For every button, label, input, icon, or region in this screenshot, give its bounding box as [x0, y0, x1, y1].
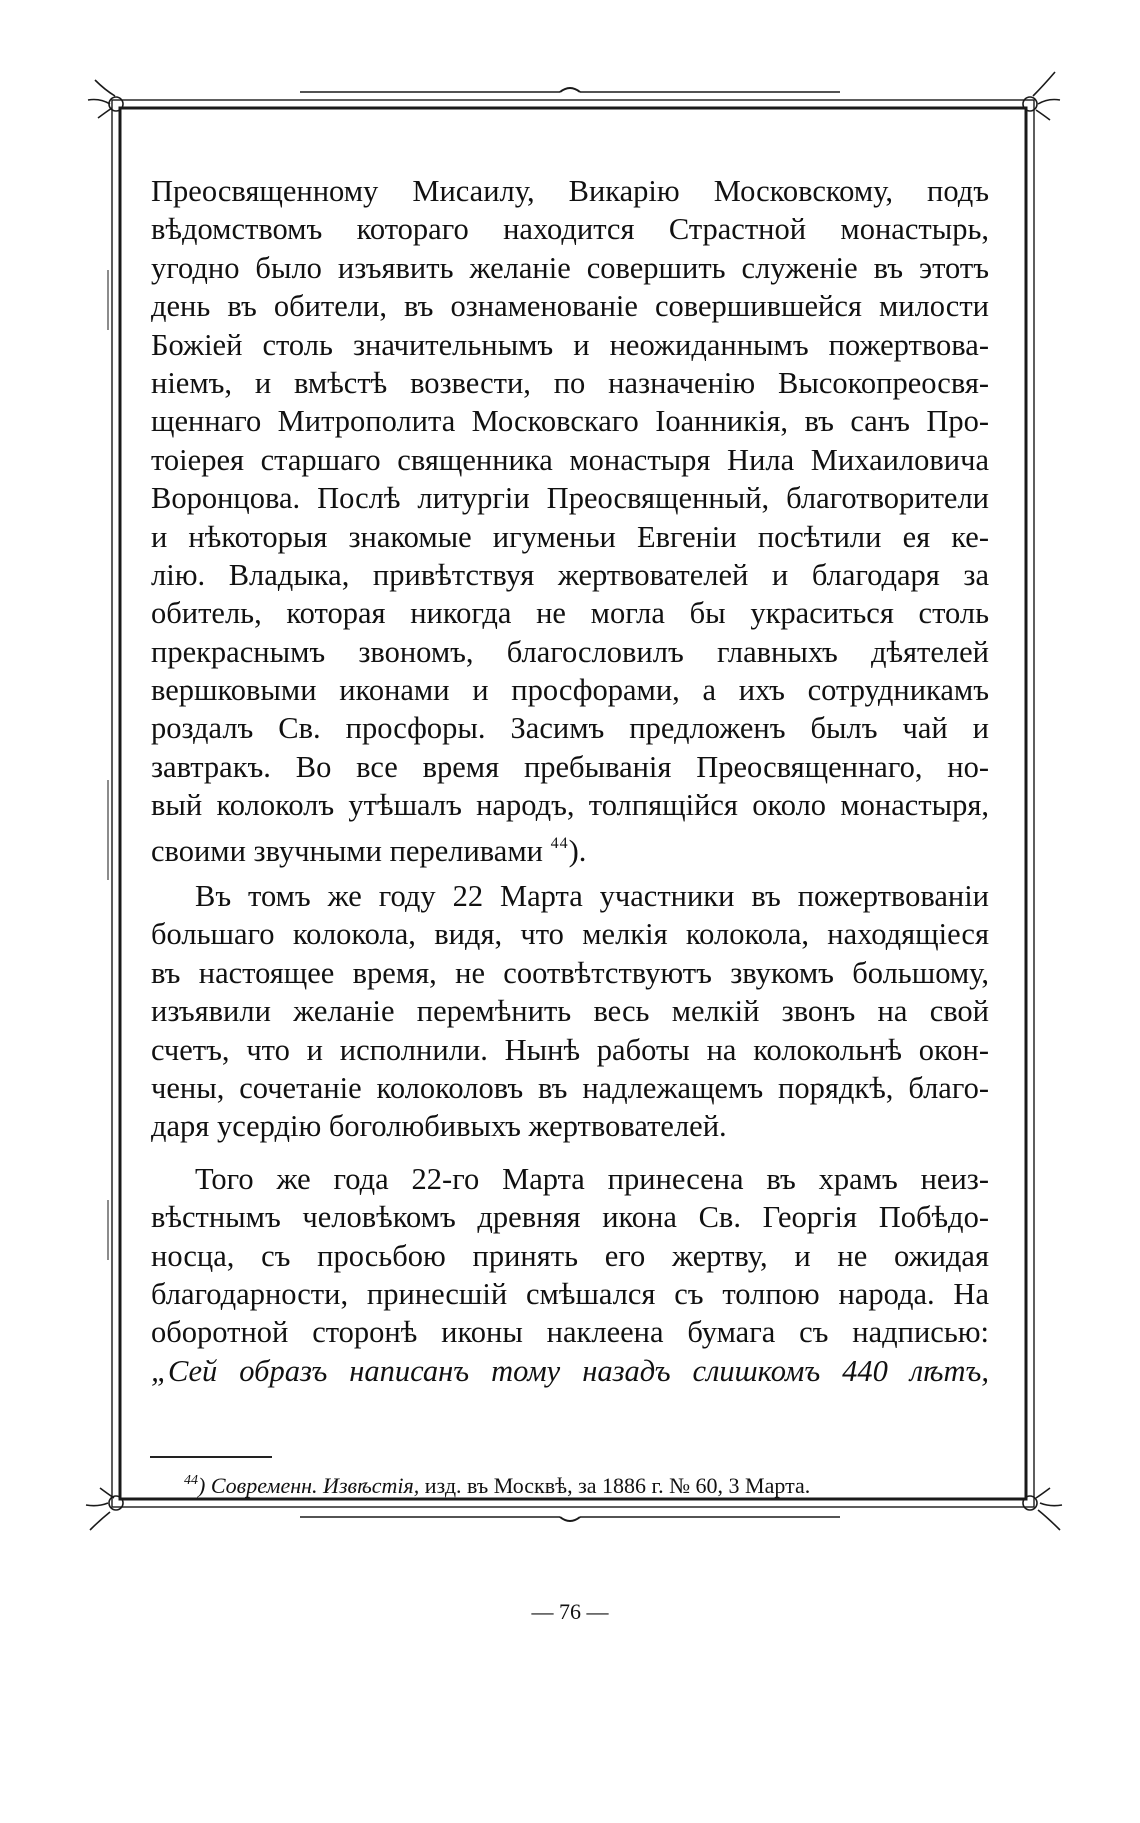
- text-line-end: ).: [568, 833, 587, 868]
- text-line: Преосвященному Мисаилу, Викарію Московскому, подъ: [151, 174, 989, 208]
- text-line: въ настоящее время, не соотвѣтствуютъ звукомъ большому,: [151, 955, 989, 990]
- text-line: Воронцова. Послѣ литургіи Преосвященный, благотворители: [151, 481, 989, 516]
- text-line-start: своими звучными переливами: [151, 833, 543, 868]
- text-line: вершковыми иконами и просфорами, а ихъ сотрудникамъ: [151, 673, 989, 708]
- text-line: вѣдомствомъ котораго находится Страстной монастырь,: [151, 212, 989, 247]
- text-line: лію. Владыка, привѣтствуя жертвователей и благодаря за: [151, 557, 989, 592]
- text-line: прекраснымъ звономъ, благословилъ главныхъ дѣятелей: [151, 634, 989, 669]
- text-line: чены, сочетаніе колоколовъ въ надлежащемъ порядкѣ, благо-: [151, 1070, 989, 1105]
- paragraph-start-line: Того же года 22-го Марта принесена въ храмъ неиз-: [195, 1161, 989, 1196]
- page-number: — 76 —: [531, 1599, 609, 1624]
- text-line: роздалъ Св. просфоры. Засимъ предложенъ былъ чай и: [151, 711, 989, 746]
- text-line: большаго колокола, видя, что мелкія колокола, находящіеся: [151, 917, 989, 952]
- text-line: вѣстнымъ человѣкомъ древняя икона Св. Георгія Побѣдо-: [151, 1200, 989, 1235]
- text-line: оборотной сторонѣ иконы наклеена бумага съ надписью:: [151, 1315, 989, 1350]
- text-line: вый колоколъ утѣшалъ народъ, толпящійся около монастыря,: [151, 788, 989, 823]
- text-line: щеннаго Митрополита Московскаго Іоанникія, въ санъ Про-: [151, 404, 989, 439]
- footnote-divider: [150, 1456, 272, 1458]
- footnote: $^{44}$) Современн. Извѣстія, изд. въ Москвѣ, за 1886 г. № 60, 3 Марта.: [184, 1473, 811, 1498]
- text-line: носца, съ просьбою принять его жертву, и не ожидая: [151, 1238, 989, 1273]
- text-line: угодно было изъявить желаніе совершить служеніе въ этотъ: [151, 250, 989, 285]
- text-line: ніемъ, и вмѣстѣ возвести, по назначенію Высокопреосвя-: [151, 365, 989, 400]
- footnote-reference: 44: [550, 834, 569, 852]
- text-line: день въ обители, въ ознаменованіе совершившейся милости: [151, 289, 989, 324]
- text-line: благодарности, принесшій смѣшался съ толпою народа. На: [151, 1276, 989, 1311]
- main-text: [151, 172, 989, 1390]
- text-line: и нѣкоторыя знакомые игуменьи Евгеніи посѣтили ея ке-: [151, 519, 989, 554]
- text-line: завтракъ. Во все время пребыванія Преосвященнаго, но-: [151, 749, 989, 784]
- text-line: счетъ, что и исполнили. Нынѣ работы на колокольнѣ окон-: [151, 1032, 989, 1067]
- footnote-mark: 44: [184, 1473, 198, 1488]
- text-line: Божіей столь значительнымъ и неожиданнымъ пожертвова-: [151, 327, 989, 362]
- quote-line: „Сей образъ написанъ тому назадъ слишкомъ 440 лѣтъ,: [151, 1353, 989, 1388]
- footnote-source: Современн. Извѣстія,: [210, 1473, 420, 1498]
- text-line: даря усердію боголюбивыхъ жертвователей.: [151, 1109, 727, 1144]
- text-line: обитель, которая никогда не могла бы украситься столь: [151, 596, 989, 631]
- text-line: изъявили желаніе перемѣнить весь мелкій звонъ на свой: [151, 994, 989, 1029]
- text-line: тоіерея старшаго священника монастыря Нила Михаиловича: [151, 442, 989, 477]
- paragraph-start-line: Въ томъ же году 22 Марта участники въ пожертвованіи: [195, 879, 989, 914]
- footnote-details: изд. въ Москвѣ, за 1886 г. № 60, 3 Марта.: [424, 1473, 811, 1498]
- text-line-with-footnote-ref: [151, 825, 989, 868]
